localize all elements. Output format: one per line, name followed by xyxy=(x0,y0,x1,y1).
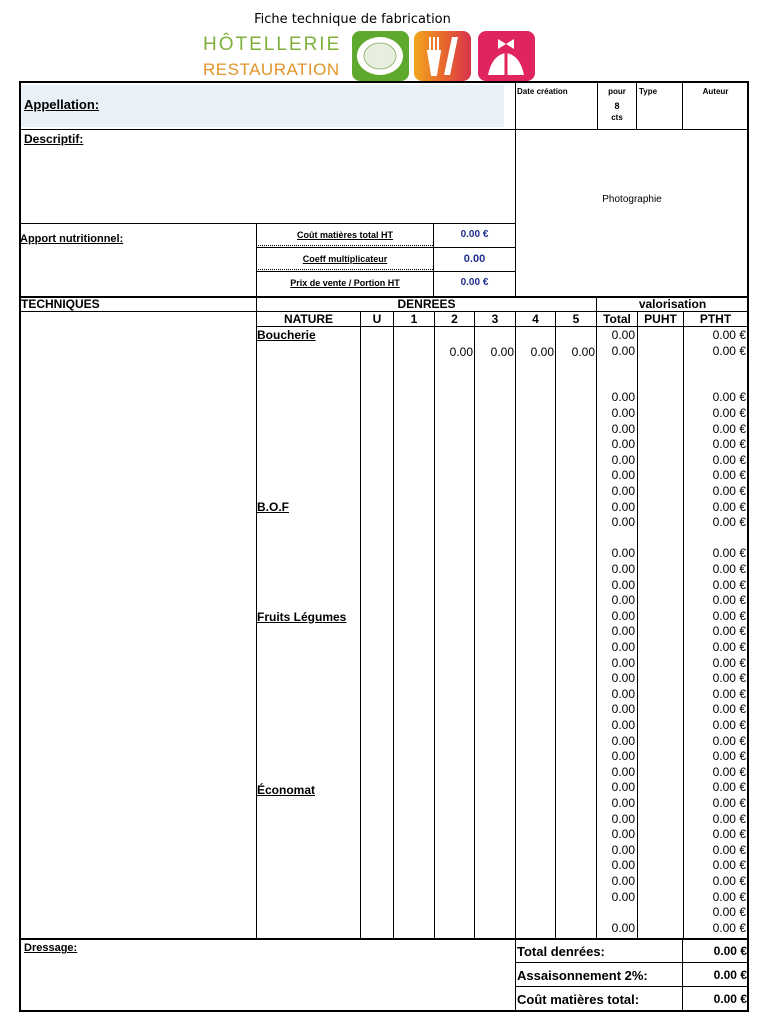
row-ptht-value: 0.00 € xyxy=(712,780,746,795)
row-ptht-value: 0.00 € xyxy=(712,421,746,436)
row-ptht-value: 0.00 € xyxy=(712,889,746,904)
row-ptht-value: 0.00 € xyxy=(712,468,746,483)
prix-vente-value: 0.00 € xyxy=(460,277,489,288)
cout-total-value: 0.00 € xyxy=(713,992,747,1006)
row-total-value: 0.00 xyxy=(611,484,635,498)
col-4: 4 xyxy=(532,312,539,326)
row-ptht-value: 0.00 € xyxy=(712,577,746,592)
row-ptht-value: 0.00 € xyxy=(712,920,746,935)
row-ptht-value: 0.00 € xyxy=(712,515,746,530)
row-total-value: 0.00 xyxy=(611,577,635,592)
qty-5: 0.00 xyxy=(571,345,595,359)
col-total: Total xyxy=(603,312,631,326)
row-ptht-value: 0.00 € xyxy=(712,452,746,467)
row-ptht-value: 0.00 € xyxy=(712,328,746,342)
row-total-value: 0.00 xyxy=(611,874,635,888)
col-5: 5 xyxy=(572,312,580,326)
row-ptht-value: 0.00 € xyxy=(712,499,746,514)
row-total-value: 0.00 xyxy=(611,764,635,779)
row-ptht-value: 0.00 € xyxy=(712,406,746,420)
type-label: Type xyxy=(639,87,658,96)
row-ptht-value: 0.00 € xyxy=(712,764,746,779)
row-ptht-value: 0.00 € xyxy=(712,655,746,670)
apport-nutritionnel-label: Apport nutritionnel: xyxy=(20,233,124,245)
row-total-value: 0.00 xyxy=(611,452,635,467)
page-title: Fiche technique de fabrication xyxy=(254,12,451,27)
row-ptht-value: 0.00 € xyxy=(712,671,746,686)
col-2: 2 xyxy=(451,312,458,326)
row-ptht-value: 0.00 € xyxy=(712,842,746,857)
col-3: 3 xyxy=(491,312,499,326)
descriptif-label: Descriptif: xyxy=(24,132,84,146)
row-ptht-value: 0.00 € xyxy=(712,718,746,732)
row-total-value: 0.00 xyxy=(611,328,635,342)
row-total-value: 0.00 xyxy=(611,421,635,436)
category-bof: B.O.F xyxy=(257,500,289,514)
row-total-value: 0.00 xyxy=(611,499,635,514)
qty-3: 0.00 xyxy=(490,345,514,359)
row-ptht-value: 0.00 € xyxy=(712,686,746,701)
row-total-value: 0.00 xyxy=(611,811,635,826)
row-total-value: 0.00 xyxy=(611,343,635,358)
coeff-value[interactable]: 0.00 xyxy=(463,253,486,265)
row-total-value: 0.00 xyxy=(611,390,635,405)
auteur-label: Auteur xyxy=(702,87,729,96)
row-total-value: 0.00 xyxy=(611,796,635,810)
row-total-value: 0.00 xyxy=(611,889,635,904)
row-total-value: 0.00 xyxy=(611,437,635,452)
cout-matieres-label: Coût matières total HT xyxy=(296,230,393,240)
col-1: 1 xyxy=(410,312,418,326)
row-total-value: 0.00 xyxy=(611,562,635,576)
row-ptht-value: 0.00 € xyxy=(712,562,746,576)
denrees-header: DENREES xyxy=(397,297,456,311)
row-ptht-value: 0.00 € xyxy=(712,437,746,452)
dressage-label: Dressage: xyxy=(24,942,78,954)
row-total-value: 0.00 xyxy=(611,468,635,483)
row-total-value: 0.00 xyxy=(611,858,635,873)
total-denrees-value: 0.00 € xyxy=(713,944,747,958)
row-total-value: 0.00 xyxy=(611,624,635,639)
cout-matieres-value: 0.00 € xyxy=(460,229,489,240)
qty-4: 0.00 xyxy=(530,345,554,359)
logo-text-hotellerie: HÔTELLERIE xyxy=(203,34,342,55)
col-u: U xyxy=(372,312,382,326)
row-total-value: 0.00 xyxy=(611,749,635,764)
cutlery-icon xyxy=(414,31,471,81)
row-ptht-value: 0.00 € xyxy=(712,390,746,405)
row-total-value: 0.00 xyxy=(611,718,635,732)
row-ptht-value: 0.00 € xyxy=(712,749,746,764)
prix-vente-label: Prix de vente / Portion HT xyxy=(290,278,400,288)
row-total-value: 0.00 xyxy=(611,733,635,748)
pour-value[interactable]: 8 xyxy=(614,101,620,111)
row-total-value: 0.00 xyxy=(611,406,635,420)
row-total-value: 0.00 xyxy=(611,780,635,795)
row-ptht-value: 0.00 € xyxy=(712,905,746,920)
date-creation-label: Date création xyxy=(517,87,568,96)
row-ptht-value: 0.00 € xyxy=(712,608,746,623)
techniques-header: TECHNIQUES xyxy=(21,297,100,311)
row-ptht-value: 0.00 € xyxy=(712,546,746,561)
row-ptht-value: 0.00 € xyxy=(712,827,746,842)
row-ptht-value: 0.00 € xyxy=(712,593,746,608)
waiter-icon xyxy=(478,31,535,81)
row-total-value: 0.00 xyxy=(611,546,635,561)
row-ptht-value: 0.00 € xyxy=(712,702,746,717)
row-ptht-value: 0.00 € xyxy=(712,858,746,873)
row-total-value: 0.00 xyxy=(611,702,635,717)
row-ptht-value: 0.00 € xyxy=(712,733,746,748)
row-ptht-value: 0.00 € xyxy=(712,484,746,498)
cout-total-label: Coût matières total: xyxy=(517,992,640,1007)
row-ptht-value: 0.00 € xyxy=(712,624,746,639)
category-boucherie: Boucherie xyxy=(257,328,316,342)
plate-icon xyxy=(352,31,409,81)
valorisation-header: valorisation xyxy=(638,297,707,311)
row-total-value: 0.00 xyxy=(611,686,635,701)
row-total-value: 0.00 xyxy=(611,827,635,842)
row-ptht-value: 0.00 € xyxy=(712,640,746,654)
coeff-label: Coeff multiplicateur xyxy=(302,254,388,264)
row-total-value: 0.00 xyxy=(611,515,635,530)
assaisonnement-label: Assaisonnement 2%: xyxy=(517,968,648,983)
row-total-value: 0.00 xyxy=(611,920,635,935)
category-economat: Économat xyxy=(257,783,316,797)
col-nature: NATURE xyxy=(283,312,334,326)
row-total-value: 0.00 xyxy=(611,593,635,608)
row-total-value: 0.00 xyxy=(611,671,635,686)
row-ptht-value: 0.00 € xyxy=(712,874,746,888)
row-ptht-value: 0.00 € xyxy=(712,796,746,810)
appellation-label: Appellation: xyxy=(24,97,100,112)
row-ptht-value: 0.00 € xyxy=(712,343,746,358)
pour-label: pour xyxy=(608,87,626,96)
col-ptht: PTHT xyxy=(699,312,732,326)
row-ptht-value: 0.00 € xyxy=(712,811,746,826)
row-total-value: 0.00 xyxy=(611,608,635,623)
row-total-value: 0.00 xyxy=(611,640,635,654)
logo-text-restauration: RESTAURATION xyxy=(203,60,340,79)
photographie-placeholder: Photographie xyxy=(602,194,662,205)
total-denrees-label: Total denrées: xyxy=(517,944,605,959)
row-total-value: 0.00 xyxy=(611,842,635,857)
col-puht: PUHT xyxy=(644,312,677,326)
category-fruits-legumes: Fruits Légumes xyxy=(257,610,347,624)
row-total-value: 0.00 xyxy=(611,655,635,670)
assaisonnement-value: 0.00 € xyxy=(713,968,747,982)
pour-unit: cts xyxy=(611,113,623,122)
qty-2: 0.00 xyxy=(449,345,473,359)
